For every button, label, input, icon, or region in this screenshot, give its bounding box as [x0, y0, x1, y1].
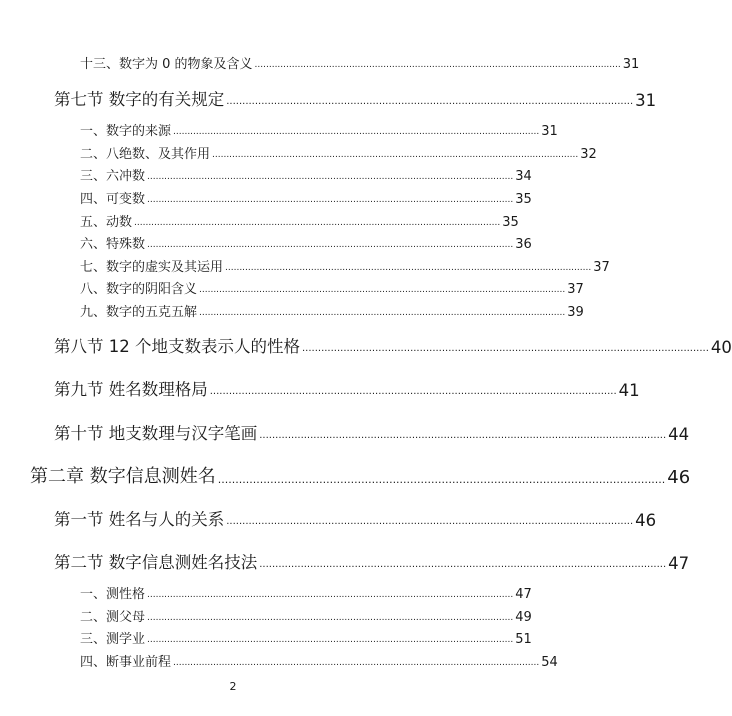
toc-entry-title: 十三、数字为 0 的物象及含义 — [80, 57, 253, 72]
toc-entry-page: 51 — [515, 632, 532, 647]
toc-entry-page: 36 — [515, 237, 532, 252]
toc-entry-page: 39 — [567, 305, 584, 320]
toc-entry-page: 46 — [635, 511, 657, 530]
toc-entry-title: 一、数字的来源 — [80, 124, 172, 139]
toc-leader-dots: ................................................................................................................................ — [259, 559, 667, 570]
toc-leader-dots: ................................................................................................................................ — [199, 308, 566, 318]
toc-entry-section — [54, 86, 657, 110]
toc-leader-dots: ................................................................................................................................ — [226, 516, 634, 527]
toc-entry-title: 二、测父母 — [80, 610, 146, 625]
toc-entry-title: 第十节 地支数理与汉字笔画 — [54, 424, 258, 443]
toc-entry-page: 47 — [515, 587, 532, 602]
toc-entry-item — [80, 144, 597, 162]
toc-entry-section — [54, 506, 657, 530]
toc-entry-title: 第二章 数字信息测姓名 — [30, 466, 216, 487]
toc-entry-page: 44 — [668, 425, 690, 444]
toc-leader-dots: ................................................................................................................................ — [147, 240, 514, 250]
toc-entry-page: 54 — [541, 655, 558, 670]
toc-leader-dots: ................................................................................................................................ — [147, 195, 514, 205]
toc-leader-dots: ................................................................................................................................ — [147, 635, 514, 645]
toc-leader-dots: ................................................................................................................................ — [259, 430, 667, 441]
toc-entry-title: 三、测学业 — [80, 632, 146, 647]
toc-leader-dots: ................................................................................................................................ — [147, 613, 514, 623]
toc-entry-title: 第二节 数字信息测姓名技法 — [54, 553, 258, 572]
toc-entry-item — [80, 121, 558, 139]
toc-leader-dots: ................................................................................................................................ — [254, 60, 621, 70]
toc-entry-page: 31 — [635, 91, 657, 110]
toc-leader-dots: ................................................................................................................................ — [173, 658, 540, 668]
toc-entry-page: 40 — [710, 338, 732, 357]
toc-entry-item — [80, 257, 610, 275]
toc-entry-title: 第九节 姓名数理格局 — [54, 380, 208, 399]
toc-leader-dots: ................................................................................................................................ — [173, 127, 540, 137]
toc-entry-section — [54, 333, 732, 357]
toc-entry-title: 九、数字的五克五解 — [80, 305, 198, 320]
toc-entry-title: 第八节 12 个地支数表示人的性格 — [54, 337, 300, 356]
toc-entry-item — [80, 652, 558, 670]
toc-leader-dots: ................................................................................................................................ — [212, 150, 579, 160]
page-number: 2 — [229, 680, 237, 693]
toc-leader-dots: ................................................................................................................................ — [199, 285, 566, 295]
toc-entry-page: 35 — [515, 192, 532, 207]
toc-entry-title: 六、特殊数 — [80, 237, 146, 252]
toc-leader-dots: ................................................................................................................................ — [209, 386, 617, 397]
toc-entry-page: 46 — [667, 467, 691, 488]
toc-entry-page: 34 — [515, 169, 532, 184]
toc-entry-section — [54, 549, 690, 573]
toc-leader-dots: ................................................................................................................................ — [134, 218, 501, 228]
toc-entry-page: 31 — [541, 124, 558, 139]
toc-entry-item — [80, 279, 584, 297]
toc-leader-dots: ................................................................................................................................ — [147, 172, 514, 182]
toc-leader-dots: ................................................................................................................................ — [225, 263, 592, 273]
toc-entry-item — [80, 584, 532, 602]
toc-entry-title: 二、八绝数、及其作用 — [80, 147, 211, 162]
toc-leader-dots: ................................................................................................................................ — [226, 96, 634, 107]
toc-entry-section — [54, 376, 640, 400]
toc-entry-item — [80, 166, 532, 184]
toc-entry-title: 八、数字的阴阳含义 — [80, 282, 198, 297]
toc-entry-item — [80, 212, 519, 230]
toc-entry-item — [80, 54, 640, 72]
toc-entry-item — [80, 189, 532, 207]
toc-entry-title: 第一节 姓名与人的关系 — [54, 510, 225, 529]
toc-entry-title: 七、数字的虚实及其运用 — [80, 260, 224, 275]
toc-entry-item — [80, 302, 584, 320]
toc-entry-item — [80, 234, 532, 252]
toc-entry-page: 41 — [618, 381, 640, 400]
toc-entry-page: 37 — [567, 282, 584, 297]
toc-entry-page: 31 — [622, 57, 640, 72]
toc-entry-item — [80, 629, 532, 647]
toc-entry-page: 47 — [668, 554, 690, 573]
toc-entry-title: 三、六冲数 — [80, 169, 146, 184]
toc-entry-item — [80, 607, 532, 625]
toc-entry-chapter — [30, 462, 691, 488]
toc-entry-title: 四、断事业前程 — [80, 655, 172, 670]
toc-entry-title: 一、测性格 — [80, 587, 146, 602]
toc-leader-dots: ................................................................................................................................ — [302, 343, 709, 354]
toc-entry-page: 37 — [593, 260, 610, 275]
toc-entry-page: 49 — [515, 610, 532, 625]
toc-entry-page: 35 — [502, 215, 519, 230]
toc-leader-dots: ................................................................................................................................ — [217, 473, 666, 486]
toc-leader-dots: ................................................................................................................................ — [147, 590, 514, 600]
toc-entry-page: 32 — [580, 147, 597, 162]
toc-entry-title: 第七节 数字的有关规定 — [54, 90, 225, 109]
toc-entry-title: 五、动数 — [80, 215, 133, 230]
toc-entry-section — [54, 420, 690, 444]
toc-entry-title: 四、可变数 — [80, 192, 146, 207]
